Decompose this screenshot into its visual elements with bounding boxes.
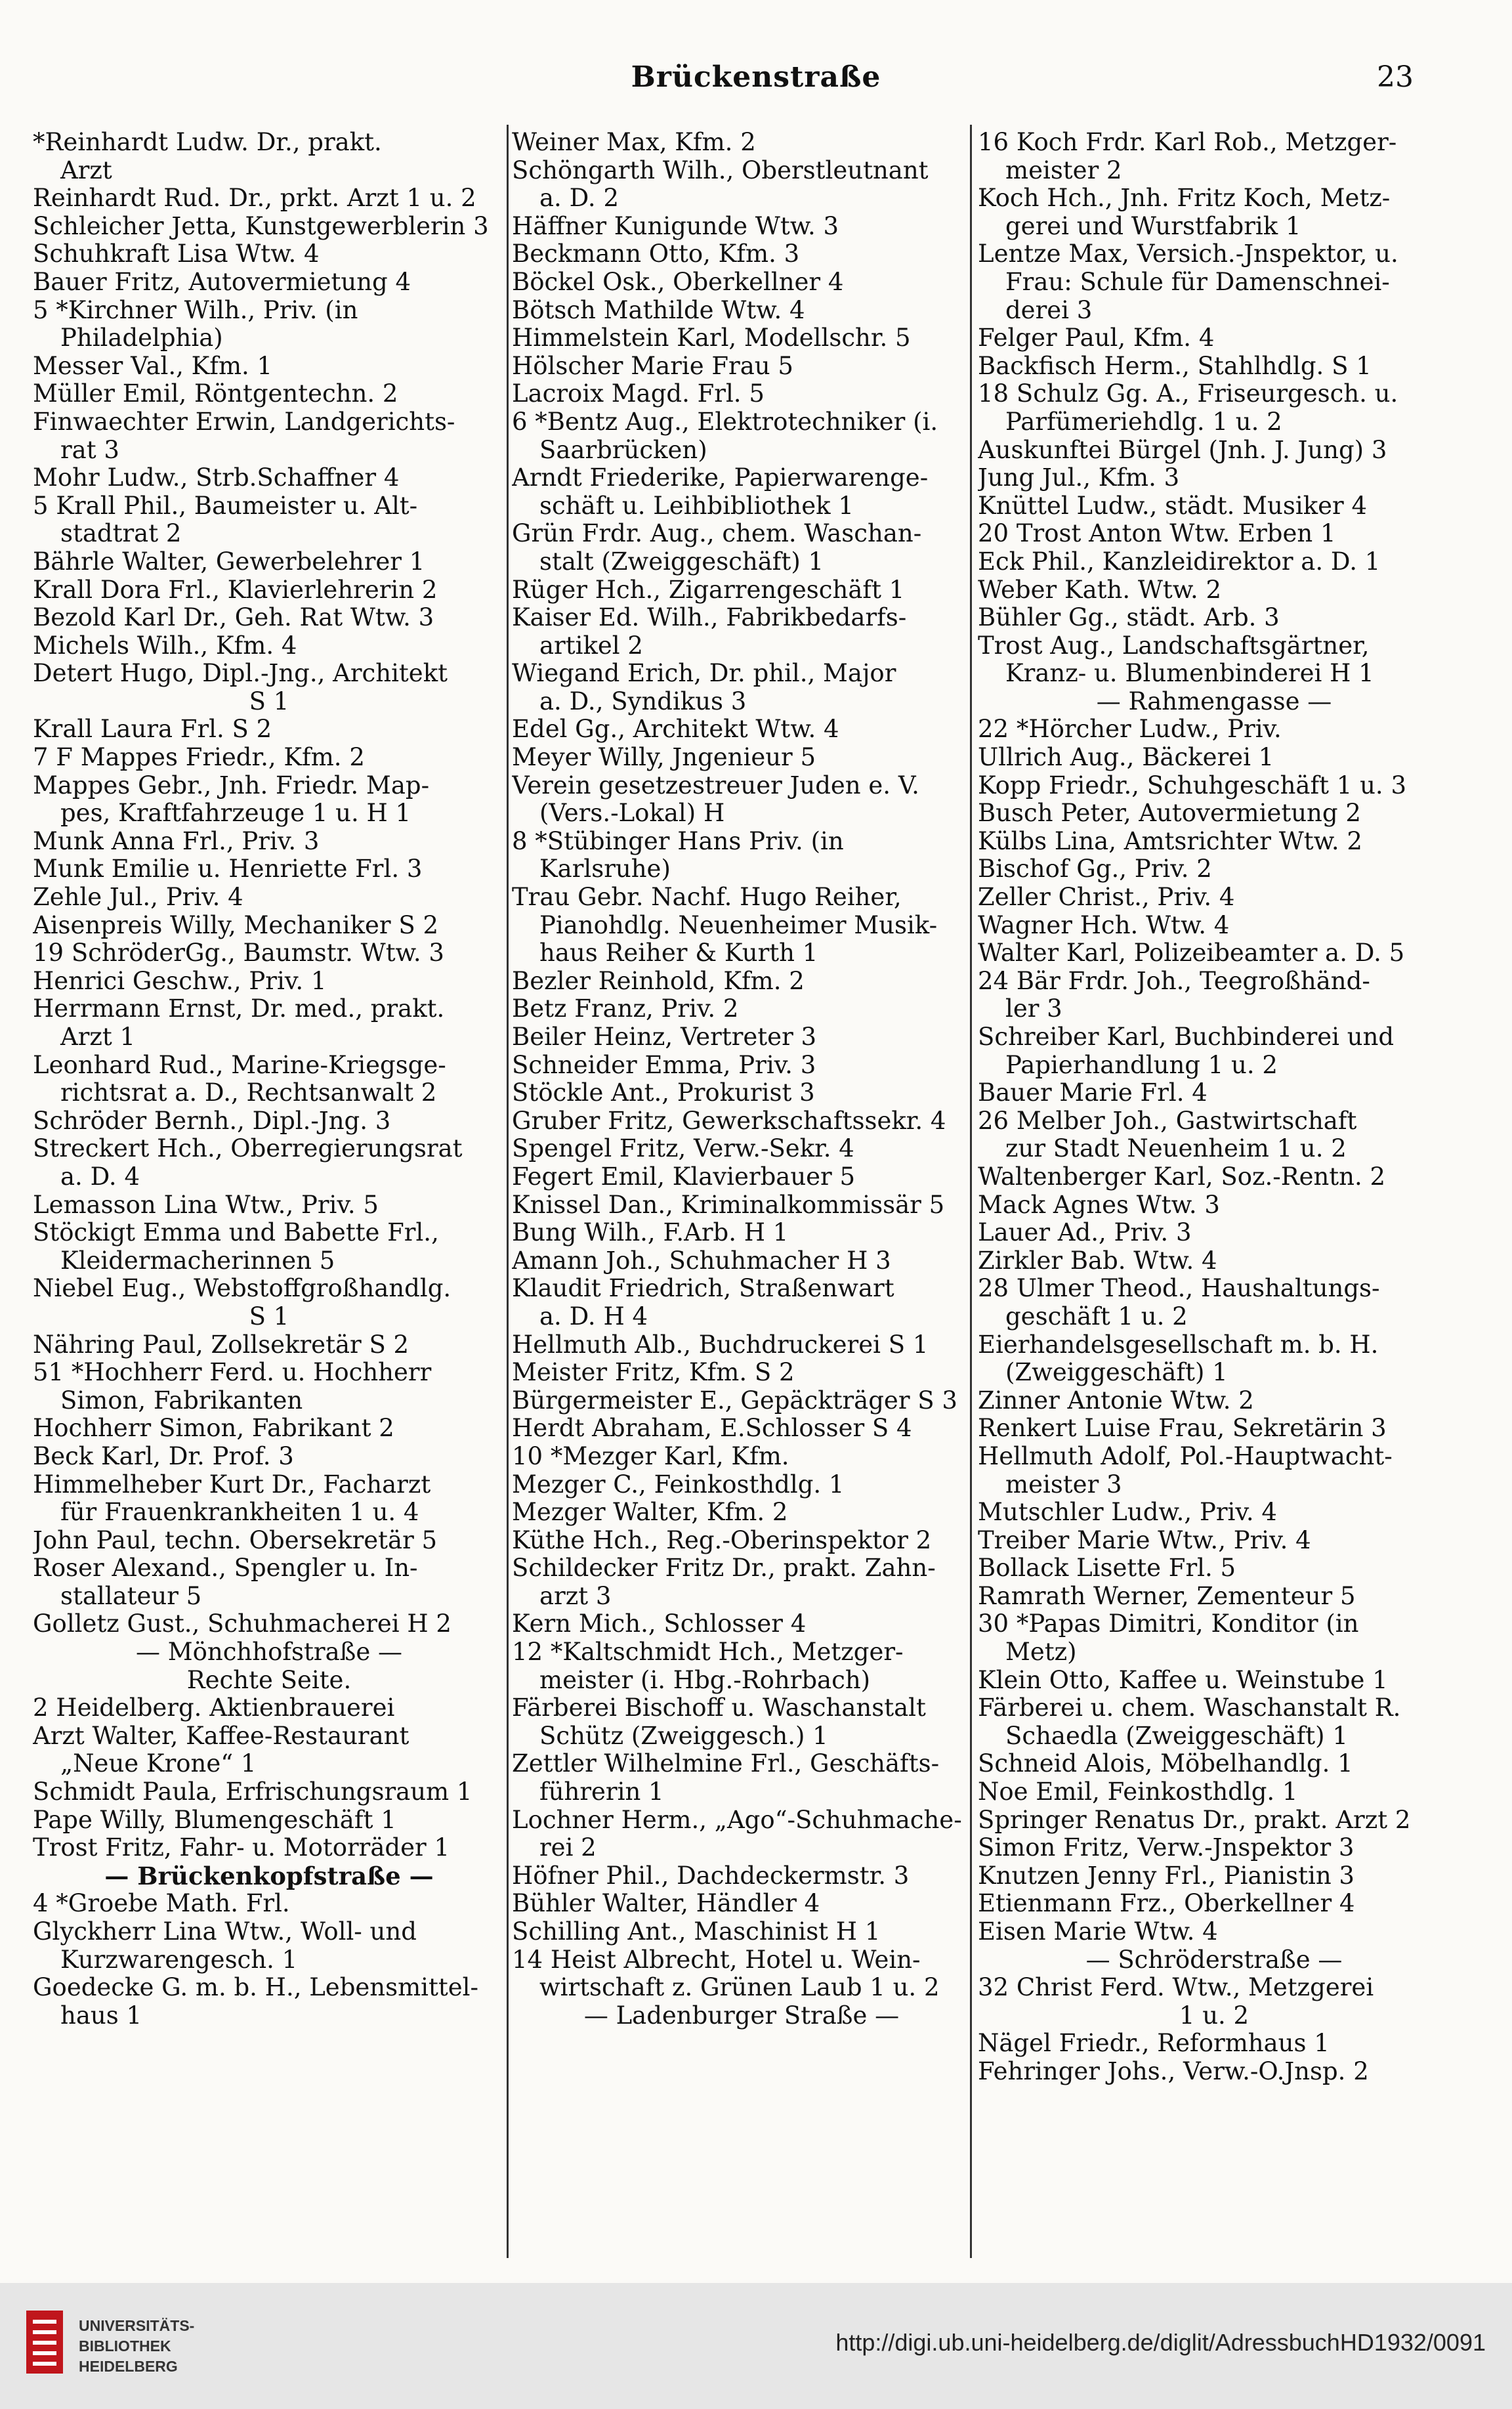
directory-entry-line: — Brückenkopfstraße — — [104, 1862, 434, 1890]
directory-entry-line: Auskunftei Bürgel (Jnh. J. Jung) 3 — [978, 436, 1387, 464]
directory-entry-line: Pianohdlg. Neuenheimer Musik- — [539, 911, 938, 939]
directory-entry-line: stadtrat 2 — [60, 520, 182, 548]
directory-entry-line: Zehle Jul., Priv. 4 — [33, 884, 243, 912]
directory-entry-line: Leonhard Rud., Marine-Kriegsge- — [33, 1051, 446, 1079]
directory-entry-line: Henrici Geschw., Priv. 1 — [33, 967, 327, 995]
directory-entry-line: Stöckle Ant., Prokurist 3 — [512, 1079, 815, 1107]
directory-entry-line: Mack Agnes Wtw. 3 — [978, 1191, 1220, 1219]
directory-entry-line: Schreiber Karl, Buchbinderei und — [978, 1023, 1395, 1051]
directory-entry-line: Metz) — [1005, 1638, 1077, 1667]
directory-entry-line: Philadelphia) — [60, 324, 223, 352]
directory-entry-line: Reinhardt Rud. Dr., prkt. Arzt 1 u. 2 — [33, 184, 476, 213]
directory-entry-line: Mohr Ludw., Strb.Schaffner 4 — [33, 464, 400, 492]
directory-entry-line: Papierhandlung 1 u. 2 — [1005, 1051, 1278, 1079]
directory-entry-line: Lacroix Magd. Frl. 5 — [512, 380, 765, 408]
directory-entry-line: derei 3 — [1005, 296, 1093, 324]
directory-entry-line: Schütz (Zweiggesch.) 1 — [539, 1722, 828, 1750]
directory-entry-line: Spengel Fritz, Verw.-Sekr. 4 — [512, 1135, 854, 1163]
directory-entry-line: Kurzwarengesch. 1 — [60, 1946, 298, 1974]
directory-entry-line: Herrmann Ernst, Dr. med., prakt. — [33, 995, 445, 1023]
library-name-line: HEIDELBERG — [79, 2358, 178, 2375]
directory-entry-line: Eierhandelsgesellschaft m. b. H. — [978, 1331, 1379, 1359]
directory-entry-line: Busch Peter, Autovermietung 2 — [978, 799, 1361, 828]
directory-entry-line: 28 Ulmer Theod., Haushaltungs- — [978, 1275, 1380, 1303]
directory-entry-line: „Neue Krone“ 1 — [60, 1750, 257, 1778]
directory-entry-line: führerin 1 — [539, 1778, 664, 1806]
directory-entry-line: Schröder Bernh., Dipl.-Jng. 3 — [33, 1107, 391, 1135]
directory-entry-line: Pape Willy, Blumengeschäft 1 — [33, 1806, 396, 1834]
directory-entry-line: Schaedla (Zweiggeschäft) 1 — [1005, 1722, 1348, 1750]
directory-entry-line: Walter Karl, Polizeibeamter a. D. 5 — [978, 939, 1405, 968]
directory-entry-line: Hölscher Marie Frau 5 — [512, 352, 793, 380]
directory-entry-line: Lemasson Lina Wtw., Priv. 5 — [33, 1191, 379, 1219]
directory-entry-line: meister (i. Hbg.-Rohrbach) — [539, 1666, 871, 1694]
directory-entry-line: Betz Franz, Priv. 2 — [512, 995, 739, 1023]
directory-entry-line: Färberei Bischoff u. Waschanstalt — [512, 1694, 926, 1722]
directory-entry-line: Meyer Willy, Jngenieur 5 — [512, 744, 816, 772]
directory-entry-line: meister 2 — [1005, 156, 1122, 184]
directory-entry-line: Külbs Lina, Amtsrichter Wtw. 2 — [978, 827, 1362, 855]
directory-entry-line: Trau Gebr. Nachf. Hugo Reiher, — [512, 884, 902, 912]
directory-entry-line: — Rahmengasse — — [1096, 687, 1332, 715]
directory-entry-line: Bötsch Mathilde Wtw. 4 — [512, 296, 805, 324]
directory-entry-line: Zirkler Bab. Wtw. 4 — [978, 1247, 1217, 1275]
directory-entry-line: Bauer Fritz, Autovermietung 4 — [33, 268, 411, 296]
directory-entry-line: Renkert Luise Frau, Sekretärin 3 — [978, 1415, 1387, 1443]
directory-entry-line: Amann Joh., Schuhmacher H 3 — [512, 1247, 891, 1275]
directory-entry-line: Koch Hch., Jnh. Fritz Koch, Metz- — [978, 184, 1391, 213]
directory-entry-line: Jung Jul., Kfm. 3 — [978, 464, 1180, 492]
directory-entry-line: stallateur 5 — [60, 1582, 202, 1610]
directory-entry-line: Munk Emilie u. Henriette Frl. 3 — [33, 855, 423, 884]
directory-entry-line: Höfner Phil., Dachdeckermstr. 3 — [512, 1862, 910, 1890]
directory-entry-line: Trost Aug., Landschaftsgärtner, — [978, 631, 1370, 660]
directory-entry-line: Schilling Ant., Maschinist H 1 — [512, 1918, 881, 1946]
directory-entry-line: Bung Wilh., F.Arb. H 1 — [512, 1219, 789, 1247]
directory-entry-line: Zettler Wilhelmine Frl., Geschäfts- — [512, 1750, 940, 1778]
directory-entry-line: Lentze Max, Versich.-Jnspektor, u. — [978, 240, 1398, 268]
directory-entry-line: pes, Kraftfahrzeuge 1 u. H 1 — [60, 799, 411, 828]
directory-entry-line: 16 Koch Frdr. Karl Rob., Metzger- — [978, 129, 1397, 156]
directory-entry-line: Schildecker Fritz Dr., prakt. Zahn- — [512, 1554, 936, 1583]
column-divider-1 — [507, 125, 509, 2258]
directory-entry-line: Zinner Antonie Wtw. 2 — [978, 1386, 1254, 1415]
directory-entry-line: Knissel Dan., Kriminalkommissär 5 — [512, 1191, 945, 1219]
directory-entry-line: Bischof Gg., Priv. 2 — [978, 855, 1212, 884]
directory-entry-line: schäft u. Leihbibliothek 1 — [539, 492, 854, 520]
directory-entry-line: 8 *Stübinger Hans Priv. (in — [512, 827, 844, 855]
directory-entry-line: Nägel Friedr., Reformhaus 1 — [978, 2030, 1330, 2058]
directory-entry-line: — Schröderstraße — — [1085, 1946, 1343, 1974]
directory-entry-line: Schneider Emma, Priv. 3 — [512, 1051, 816, 1079]
directory-entry-line: Hellmuth Adolf, Pol.-Hauptwacht- — [978, 1442, 1393, 1470]
directory-entry-line: 6 *Bentz Aug., Elektrotechniker (i. — [512, 408, 938, 436]
directory-entry-line: Mutschler Ludw., Priv. 4 — [978, 1499, 1277, 1527]
directory-entry-line: Golletz Gust., Schuhmacherei H 2 — [33, 1610, 452, 1638]
directory-entry-line: Färberei u. chem. Waschanstalt R. — [978, 1694, 1401, 1722]
directory-entry-line: ler 3 — [1005, 995, 1062, 1023]
directory-entry-line: Krall Dora Frl., Klavierlehrerin 2 — [33, 576, 438, 604]
directory-entry-line: 4 *Groebe Math. Frl. — [33, 1890, 290, 1918]
directory-entry-line: 26 Melber Joh., Gastwirtschaft — [978, 1107, 1357, 1135]
directory-entry-line: Bühler Walter, Händler 4 — [512, 1890, 820, 1918]
directory-entry-line: 18 Schulz Gg. A., Friseurgesch. u. — [978, 380, 1398, 408]
directory-entry-line: Hochherr Simon, Fabrikant 2 — [33, 1415, 394, 1443]
directory-entry-line: Rüger Hch., Zigarrengeschäft 1 — [512, 576, 905, 604]
directory-entry-line: Kopp Friedr., Schuhgeschäft 1 u. 3 — [978, 771, 1406, 799]
directory-entry-line: Böckel Osk., Oberkellner 4 — [512, 268, 844, 296]
directory-entry-line: Simon, Fabrikanten — [60, 1386, 303, 1415]
directory-entry-line: Etienmann Frz., Oberkellner 4 — [978, 1890, 1355, 1918]
directory-entry-line: Nähring Paul, Zollsekretär S 2 — [33, 1331, 410, 1359]
library-name-line: UNIVERSITÄTS- — [79, 2317, 195, 2334]
directory-entry-line: stalt (Zweiggeschäft) 1 — [539, 547, 824, 576]
directory-entry-line: Arzt 1 — [60, 1023, 136, 1051]
directory-entry-line: — Mönchhofstraße — — [135, 1638, 403, 1667]
directory-entry-line: Herdt Abraham, E.Schlosser S 4 — [512, 1415, 912, 1443]
directory-entry-line: arzt 3 — [539, 1582, 612, 1610]
directory-entry-line: 30 *Papas Dimitri, Konditor (in — [978, 1610, 1359, 1638]
directory-entry-line: haus 1 — [60, 2001, 142, 2030]
directory-entry-line: Bährle Walter, Gewerbelehrer 1 — [33, 547, 425, 576]
directory-entry-line: Hellmuth Alb., Buchdruckerei S 1 — [512, 1331, 929, 1359]
directory-entry-line: Weiner Max, Kfm. 2 — [512, 129, 756, 156]
directory-entry-line: meister 3 — [1005, 1470, 1122, 1499]
column-middle — [512, 129, 971, 2255]
directory-entry-line: 20 Trost Anton Wtw. Erben 1 — [978, 520, 1336, 548]
directory-entry-line: 24 Bär Frdr. Joh., Teegroßhänd- — [978, 967, 1370, 995]
directory-entry-line: Fegert Emil, Klavierbauer 5 — [512, 1162, 856, 1191]
page-number: 23 — [1377, 60, 1414, 94]
directory-entry-line: Beckmann Otto, Kfm. 3 — [512, 240, 800, 268]
source-url-link[interactable]: http://digi.ub.uni-heidelberg.de/diglit/AdressbuchHD1932/0091 — [835, 2329, 1486, 2356]
directory-entry-line: 5 Krall Phil., Baumeister u. Alt- — [33, 492, 418, 520]
directory-entry-line: Schmidt Paula, Erfrischungsraum 1 — [33, 1778, 472, 1806]
directory-entry-line: Michels Wilh., Kfm. 4 — [33, 631, 297, 660]
directory-entry-line: Meister Fritz, Kfm. S 2 — [512, 1359, 795, 1387]
directory-entry-line: Bauer Marie Frl. 4 — [978, 1079, 1208, 1107]
directory-entry-line: zur Stadt Neuenheim 1 u. 2 — [1005, 1135, 1347, 1163]
directory-entry-line: Backfisch Herm., Stahlhdlg. S 1 — [978, 352, 1372, 380]
directory-entry-line: 22 *Hörcher Ludw., Priv. — [978, 715, 1282, 744]
directory-entry-line: Knüttel Ludw., städt. Musiker 4 — [978, 492, 1368, 520]
directory-entry-line: Bürgermeister E., Gepäckträger S 3 — [512, 1386, 957, 1415]
directory-entry-line: Felger Paul, Kfm. 4 — [978, 324, 1215, 352]
directory-entry-line: Schöngarth Wilh., Oberstleutnant — [512, 156, 929, 184]
directory-entry-line: Küthe Hch., Reg.-Oberinspektor 2 — [512, 1526, 932, 1554]
column-left — [33, 129, 505, 2255]
directory-entry-line: — Ladenburger Straße — — [583, 2001, 900, 2030]
directory-entry-line: Mezger Walter, Kfm. 2 — [512, 1499, 788, 1527]
directory-entry-line: Himmelstein Karl, Modellschr. 5 — [512, 324, 911, 352]
directory-entry-line: 7 F Mappes Friedr., Kfm. 2 — [33, 744, 365, 772]
directory-entry-line: rat 3 — [60, 436, 119, 464]
directory-entry-line: Ullrich Aug., Bäckerei 1 — [978, 744, 1274, 772]
directory-entry-line: Kaiser Ed. Wilh., Fabrikbedarfs- — [512, 604, 907, 632]
directory-entry-line: Eck Phil., Kanzleidirektor a. D. 1 — [978, 547, 1381, 576]
directory-entry-line: Saarbrücken) — [539, 436, 707, 464]
directory-entry-line: Kleidermacherinnen 5 — [60, 1247, 335, 1275]
directory-entry-line: Rechte Seite. — [186, 1666, 352, 1694]
directory-entry-line: Noe Emil, Feinkosthdlg. 1 — [978, 1778, 1298, 1806]
directory-entry-line: gerei und Wurstfabrik 1 — [1005, 212, 1301, 240]
directory-entry-line: Bühler Gg., städt. Arb. 3 — [978, 604, 1280, 632]
directory-entry-line: 2 Heidelberg. Aktienbrauerei — [33, 1694, 395, 1722]
page-header — [0, 60, 1512, 100]
directory-entry-line: Stöckigt Emma und Babette Frl., — [33, 1219, 439, 1247]
directory-entry-line: haus Reiher & Kurth 1 — [539, 939, 818, 968]
directory-entry-line: Glyckherr Lina Wtw., Woll- und — [33, 1918, 417, 1946]
directory-entry-line: Verein gesetzestreuer Juden e. V. — [512, 771, 919, 799]
directory-entry-line: Aisenpreis Willy, Mechaniker S 2 — [33, 911, 438, 939]
directory-entry-line: Parfümeriehdlg. 1 u. 2 — [1005, 408, 1282, 436]
directory-entry-line: 1 u. 2 — [1179, 2001, 1250, 2030]
directory-entry-line: Beiler Heinz, Vertreter 3 — [512, 1023, 817, 1051]
directory-entry-line: Weber Kath. Wtw. 2 — [978, 576, 1222, 604]
directory-entry-line: Schuhkraft Lisa Wtw. 4 — [33, 240, 320, 268]
library-footer — [0, 2283, 1512, 2409]
library-name — [79, 2316, 194, 2377]
directory-entry-line: Wagner Hch. Wtw. 4 — [978, 911, 1230, 939]
directory-entry-line: Edel Gg., Architekt Wtw. 4 — [512, 715, 839, 744]
directory-entry-line: a. D. 4 — [60, 1162, 140, 1191]
directory-entry-line: artikel 2 — [539, 631, 643, 660]
directory-entry-line: Arzt Walter, Kaffee-Restaurant — [33, 1722, 410, 1750]
directory-entry-line: Schneid Alois, Möbelhandlg. 1 — [978, 1750, 1353, 1778]
directory-entry-line: (Zweiggeschäft) 1 — [1005, 1359, 1228, 1387]
library-name-line: BIBLIOTHEK — [79, 2337, 171, 2355]
directory-entry-line: Grün Frdr. Aug., chem. Waschan- — [512, 520, 922, 548]
directory-entry-line: Knutzen Jenny Frl., Pianistin 3 — [978, 1862, 1354, 1890]
directory-entry-line: Detert Hugo, Dipl.-Jng., Architekt — [33, 660, 448, 688]
directory-entry-line: Beck Karl, Dr. Prof. 3 — [33, 1442, 294, 1470]
directory-entry-line: a. D. H 4 — [539, 1302, 648, 1331]
directory-entry-line: Simon Fritz, Verw.-Jnspektor 3 — [978, 1834, 1354, 1862]
directory-entry-line: Zeller Christ., Priv. 4 — [978, 884, 1235, 912]
directory-entry-line: Niebel Eug., Webstoffgroßhandlg. — [33, 1275, 452, 1303]
directory-entry-line: Häffner Kunigunde Wtw. 3 — [512, 212, 839, 240]
directory-entry-line: *Reinhardt Ludw. Dr., prakt. — [33, 129, 382, 156]
directory-entry-line: 5 *Kirchner Wilh., Priv. (in — [33, 296, 358, 324]
directory-entry-line: Messer Val., Kfm. 1 — [33, 352, 273, 380]
directory-entry-line: Roser Alexand., Spengler u. In- — [33, 1554, 418, 1583]
directory-entry-line: 14 Heist Albrecht, Hotel u. Wein- — [512, 1946, 921, 1974]
directory-entry-line: für Frauenkrankheiten 1 u. 4 — [60, 1499, 419, 1527]
directory-entry-line: Frau: Schule für Damenschnei- — [1005, 268, 1390, 296]
directory-entry-line: Fehringer Johs., Verw.-O.Jnsp. 2 — [978, 2057, 1369, 2085]
directory-entry-line: Springer Renatus Dr., prakt. Arzt 2 — [978, 1806, 1411, 1834]
directory-entry-line: Schleicher Jetta, Kunstgewerblerin 3 — [33, 212, 489, 240]
directory-entry-line: 10 *Mezger Karl, Kfm. — [512, 1442, 789, 1470]
column-right — [978, 129, 1450, 2255]
directory-entry-line: Arndt Friederike, Papierwarenge- — [512, 464, 929, 492]
directory-entry-line: Lochner Herm., „Ago“-Schuhmache- — [512, 1806, 962, 1834]
directory-entry-line: a. D. 2 — [539, 184, 619, 213]
directory-entry-line: Arzt — [60, 156, 112, 184]
directory-entry-line: Müller Emil, Röntgentechn. 2 — [33, 380, 398, 408]
directory-entry-line: a. D., Syndikus 3 — [539, 687, 747, 715]
directory-entry-line: S 1 — [249, 687, 289, 715]
directory-entry-line: Karlsruhe) — [539, 855, 671, 884]
directory-entry-line: Eisen Marie Wtw. 4 — [978, 1918, 1218, 1946]
directory-entry-line: Munk Anna Frl., Priv. 3 — [33, 827, 320, 855]
directory-entry-line: wirtschaft z. Grünen Laub 1 u. 2 — [539, 1974, 940, 2002]
directory-entry-line: Mappes Gebr., Jnh. Friedr. Map- — [33, 771, 430, 799]
directory-entry-line: rei 2 — [539, 1834, 597, 1862]
directory-entry-line: Bollack Lisette Frl. 5 — [978, 1554, 1236, 1583]
page-title: Brückenstraße — [631, 60, 881, 94]
directory-entry-line: Kranz- u. Blumenbinderei H 1 — [1005, 660, 1374, 688]
directory-entry-line: 51 *Hochherr Ferd. u. Hochherr — [33, 1359, 432, 1387]
directory-entry-line: Krall Laura Frl. S 2 — [33, 715, 272, 744]
directory-entry-line: Treiber Marie Wtw., Priv. 4 — [978, 1526, 1311, 1554]
directory-entry-line: geschäft 1 u. 2 — [1005, 1302, 1188, 1331]
directory-entry-line: Gruber Fritz, Gewerkschaftssekr. 4 — [512, 1107, 946, 1135]
directory-entry-line: 32 Christ Ferd. Wtw., Metzgerei — [978, 1974, 1374, 2002]
directory-entry-line: Lauer Ad., Priv. 3 — [978, 1219, 1192, 1247]
directory-entry-line: 19 SchröderGg., Baumstr. Wtw. 3 — [33, 939, 444, 968]
directory-entry-line: Klaudit Friedrich, Straßenwart — [512, 1275, 894, 1303]
directory-entry-line: Ramrath Werner, Zementeur 5 — [978, 1582, 1356, 1610]
directory-entry-line: Klein Otto, Kaffee u. Weinstube 1 — [978, 1666, 1388, 1694]
directory-entry-line: Streckert Hch., Oberregierungsrat — [33, 1135, 463, 1163]
directory-entry-line: Finwaechter Erwin, Landgerichts- — [33, 408, 455, 436]
directory-entry-line: Trost Fritz, Fahr- u. Motorräder 1 — [33, 1834, 450, 1862]
directory-entry-line: Mezger C., Feinkosthdlg. 1 — [512, 1470, 845, 1499]
directory-entry-line: Waltenberger Karl, Soz.-Rentn. 2 — [978, 1162, 1386, 1191]
directory-entry-line: (Vers.-Lokal) H — [539, 799, 725, 828]
directory-entry-line: richtsrat a. D., Rechtsanwalt 2 — [60, 1079, 437, 1107]
directory-entry-line: Himmelheber Kurt Dr., Facharzt — [33, 1470, 431, 1499]
directory-entry-line: 12 *Kaltschmidt Hch., Metzger- — [512, 1638, 904, 1667]
directory-entry-line: Kern Mich., Schlosser 4 — [512, 1610, 807, 1638]
university-library-logo-icon — [26, 2311, 63, 2374]
directory-entry-line: John Paul, techn. Obersekretär 5 — [33, 1526, 438, 1554]
directory-entry-line: Bezler Reinhold, Kfm. 2 — [512, 967, 805, 995]
directory-entry-line: Wiegand Erich, Dr. phil., Major — [512, 660, 896, 688]
directory-entry-line: Bezold Karl Dr., Geh. Rat Wtw. 3 — [33, 604, 434, 632]
directory-entry-line: S 1 — [249, 1302, 289, 1331]
directory-entry-line: Goedecke G. m. b. H., Lebensmittel- — [33, 1974, 478, 2002]
